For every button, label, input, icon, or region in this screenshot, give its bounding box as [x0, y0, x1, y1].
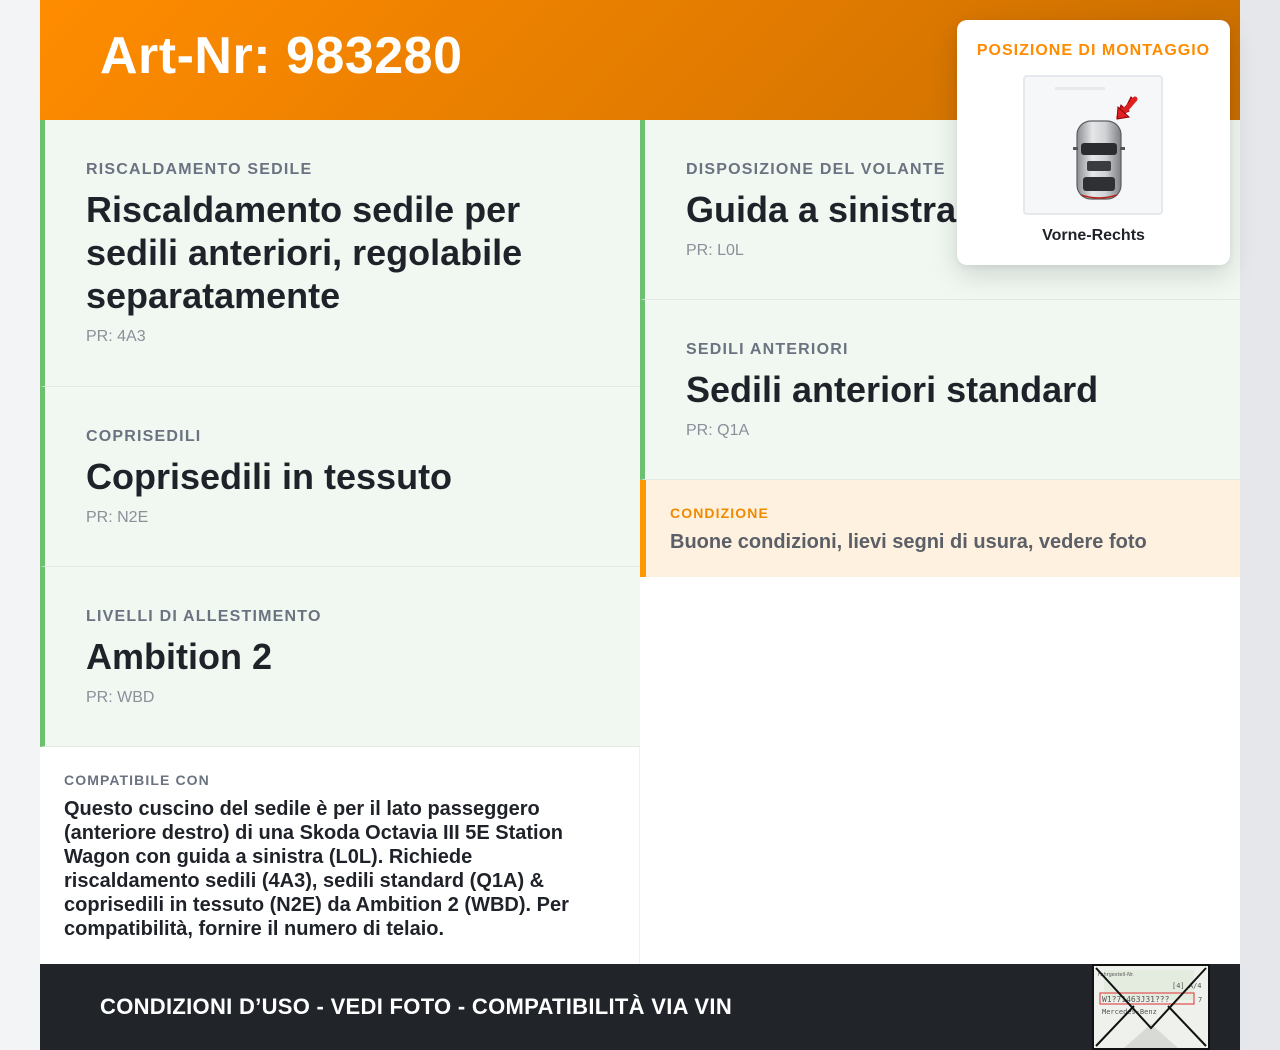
svg-text:7: 7 [1198, 996, 1203, 1004]
spec-label: DISPOSIZIONE DEL VOLANTE [686, 161, 946, 178]
spec-seat-covers [40, 387, 640, 567]
red-arrow [1117, 97, 1135, 119]
compatibility-label: COMPATIBILE CON [64, 772, 210, 788]
vin-envelope-icon [1094, 966, 1208, 1048]
spec-front-seats [640, 300, 1240, 480]
spec-pr-code: PR: N2E [86, 509, 149, 526]
spec-value: Ambition 2 [86, 636, 272, 677]
spec-value: Coprisedili in tessuto [86, 456, 453, 497]
spec-pr-code: PR: 4A3 [86, 328, 146, 345]
spec-label: COPRISEDILI [86, 428, 202, 445]
mounting-position-value: Vorne-Rechts [1042, 227, 1145, 244]
footer-text: CONDIZIONI D’USO - VEDI FOTO - COMPATIBILITÀ VIA VIN [100, 994, 733, 1019]
left-column [40, 120, 640, 964]
spec-value: Riscaldamento sedile per sedili anteriori, regolabile separatamente [86, 189, 523, 316]
spec-pr-code: PR: Q1A [686, 422, 750, 439]
spec-label: LIVELLI DI ALLESTIMENTO [86, 608, 322, 625]
mounting-image [1023, 75, 1163, 215]
svg-text:Mercedes-Benz: Mercedes-Benz [1102, 1008, 1157, 1016]
svg-text:W1?71463J31???: W1?71463J31??? [1102, 995, 1170, 1004]
car-top-view-with-arrow-icon [1025, 77, 1161, 213]
spec-label: SEDILI ANTERIORI [686, 341, 849, 358]
spec-label: RISCALDAMENTO SEDILE [86, 161, 313, 178]
spec-trim-level [40, 567, 640, 747]
footer-bar [40, 964, 1240, 1050]
compatibility-text: Questo cuscino del sedile è per il lato passeggero (anteriore destro) di una Skoda Octavia III 5E Station Wagon con guida a sinistra (L0L). Richiede riscaldamento sedili (4A3), sedili standard (Q1A) & coprisedili in tessuto (N2E) da Ambition 2 (WBD). Per compatibilità, fornire il numero di telaio. [64, 798, 569, 940]
vin-document-thumbnail[interactable] [1092, 964, 1210, 1050]
spec-value: Guida a sinistra [686, 189, 957, 230]
condition-text: Buone condizioni, lievi segni di usura, vedere foto [670, 531, 1147, 553]
mounting-title: POSIZIONE DI MONTAGGIO [976, 42, 1211, 59]
svg-text:[4] A/4: [4] A/4 [1172, 982, 1202, 990]
svg-text:Fahrgestell-Nr.: Fahrgestell-Nr. [1098, 972, 1135, 978]
condition-section [640, 480, 1240, 577]
spec-seat-heating [40, 120, 640, 387]
spec-pr-code: PR: WBD [86, 689, 155, 706]
article-number-title: Art-Nr: 983280 [100, 27, 463, 85]
car-shape [1073, 121, 1125, 199]
spec-value: Sedili anteriori standard [686, 369, 1099, 410]
condition-label: CONDIZIONE [670, 505, 769, 521]
mounting-position-card [957, 20, 1230, 265]
compatibility-section [40, 747, 640, 964]
spec-pr-code: PR: L0L [686, 242, 744, 259]
